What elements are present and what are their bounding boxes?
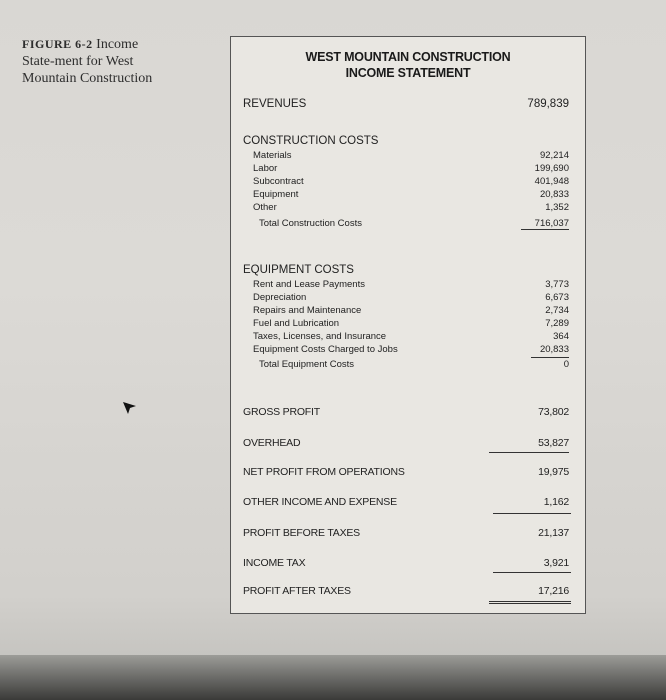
item-value: 3,773: [545, 279, 569, 290]
item-label: Materials: [253, 150, 292, 161]
construction-total-row: [243, 217, 569, 231]
gross-profit-label: GROSS PROFIT: [243, 406, 320, 418]
profit-before-taxes-label: PROFIT BEFORE TAXES: [243, 527, 360, 539]
divider: [493, 513, 571, 514]
statement-title: INCOME STATEMENT: [345, 66, 471, 80]
mouse-pointer-icon: [122, 400, 138, 416]
total-value: 0: [563, 359, 569, 370]
item-value: 7,289: [545, 318, 569, 329]
net-profit-label: NET PROFIT FROM OPERATIONS: [243, 466, 405, 478]
item-value: 1,352: [545, 202, 569, 213]
profit-after-taxes-label: PROFIT AFTER TAXES: [243, 585, 351, 597]
caption-line2: State-ment for West: [22, 54, 134, 69]
revenues-label: REVENUES: [243, 98, 307, 110]
total-label: Total Equipment Costs: [259, 359, 355, 370]
item-label: Equipment Costs Charged to Jobs: [253, 344, 398, 355]
overhead-value: 53,827: [538, 437, 569, 449]
construction-costs-heading: [243, 134, 569, 148]
item-value: 20,833: [539, 344, 569, 355]
list-item: [243, 149, 569, 163]
divider: [493, 572, 571, 573]
figure-number: FIGURE 6-2: [22, 37, 93, 51]
equipment-total-row: [243, 358, 569, 372]
list-item: [243, 304, 569, 318]
item-value: 401,948: [534, 176, 569, 187]
profit-after-taxes-row: [243, 584, 569, 598]
revenues-value: 789,839: [527, 98, 569, 110]
desk-background: [0, 655, 666, 700]
list-item: [243, 201, 569, 215]
item-label: Fuel and Lubrication: [253, 318, 340, 329]
list-item: [243, 278, 569, 292]
item-value: 2,734: [545, 305, 569, 316]
list-item: [243, 291, 569, 305]
income-tax-value: 3,921: [543, 557, 569, 569]
divider: [489, 452, 569, 453]
income-tax-row: [243, 556, 569, 570]
net-profit-row: [243, 465, 569, 479]
item-label: Repairs and Maintenance: [253, 305, 362, 316]
gross-profit-value: 73,802: [538, 406, 569, 418]
item-label: Labor: [253, 163, 278, 174]
list-item: [243, 162, 569, 176]
income-statement-panel: [230, 36, 586, 614]
item-value: 92,214: [539, 150, 569, 161]
divider: [489, 603, 571, 604]
net-profit-value: 19,975: [538, 466, 569, 478]
total-label: Total Construction Costs: [259, 218, 362, 229]
income-tax-label: INCOME TAX: [243, 557, 306, 569]
list-item: [243, 188, 569, 202]
construction-costs-label: CONSTRUCTION COSTS: [243, 135, 379, 147]
overhead-row: [243, 436, 569, 450]
divider: [489, 601, 571, 602]
list-item: [243, 330, 569, 344]
item-label: Subcontract: [253, 176, 304, 187]
other-income-value: 1,162: [543, 496, 569, 508]
revenues-row: [243, 97, 569, 111]
item-value: 20,833: [539, 189, 569, 200]
list-item: [243, 317, 569, 331]
figure-caption: [22, 36, 202, 87]
list-item: [243, 343, 569, 357]
profit-after-taxes-value: 17,216: [538, 585, 569, 597]
item-label: Taxes, Licenses, and Insurance: [253, 331, 387, 342]
other-income-row: [243, 495, 569, 509]
item-label: Rent and Lease Payments: [253, 279, 365, 290]
profit-before-taxes-value: 21,137: [538, 527, 569, 539]
gross-profit-row: [243, 405, 569, 419]
list-item: [243, 175, 569, 189]
company-name: WEST MOUNTAIN CONSTRUCTION: [305, 50, 511, 64]
other-income-label: OTHER INCOME AND EXPENSE: [243, 496, 397, 508]
equipment-costs-label: EQUIPMENT COSTS: [243, 264, 354, 276]
total-value: 716,037: [534, 218, 569, 229]
item-label: Other: [253, 202, 277, 213]
item-value: 364: [553, 331, 569, 342]
item-label: Equipment: [253, 189, 299, 200]
item-value: 199,690: [534, 163, 569, 174]
caption-line1: Income: [96, 37, 139, 52]
overhead-label: OVERHEAD: [243, 437, 301, 449]
caption-line3: Mountain Construction: [22, 71, 153, 86]
item-value: 6,673: [545, 292, 569, 303]
item-label: Depreciation: [253, 292, 307, 303]
equipment-costs-heading: [243, 263, 569, 277]
profit-before-taxes-row: [243, 526, 569, 540]
